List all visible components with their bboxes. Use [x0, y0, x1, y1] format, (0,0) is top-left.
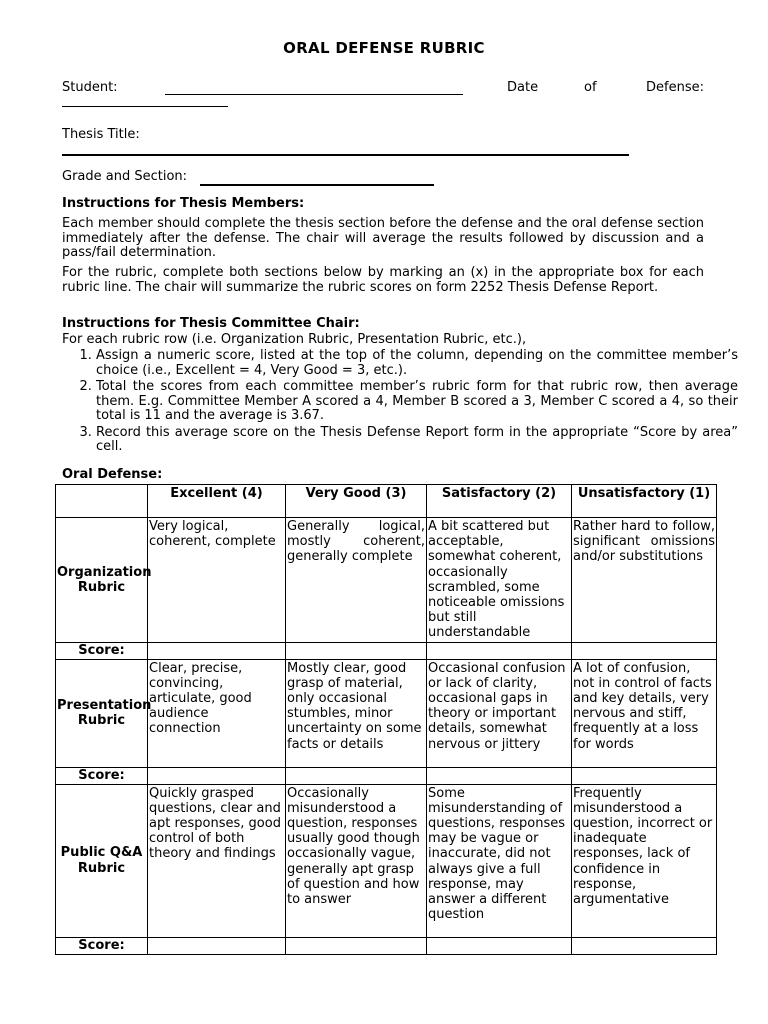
rubric-cell[interactable]: Clear, precise, convincing, articulate, good audience connection — [148, 659, 286, 767]
rubric-cell[interactable]: Occasionally misunderstood a question, responses usually good though occasionally vague, generally apt grasp of question and how to answer — [286, 784, 427, 937]
members-paragraph-1: Each member should complete the thesis section before the defense and the oral defense section immediately after the defense. The chair will average the results followed by discussion and a pass/fail determination. — [62, 216, 704, 260]
row-header-presentation: Presentation Rubric — [56, 659, 148, 767]
score-label: Score: — [56, 642, 148, 659]
chair-step: 3. Record this average score on the Thesis Defense Report form in the appropriate “Score by area” cell. — [96, 426, 738, 455]
table-row — [56, 518, 717, 643]
score-label: Score: — [56, 767, 148, 784]
score-cell[interactable] — [148, 937, 286, 954]
table-row — [56, 784, 717, 937]
date-label-3: Defense: — [646, 80, 704, 95]
score-cell[interactable] — [572, 642, 717, 659]
rubric-cell[interactable]: Some misunderstanding of questions, responses may be vague or inaccurate, did not always give a full response, may answer a different question — [427, 784, 572, 937]
date-label-2: of — [584, 80, 597, 95]
rubric-cell[interactable]: Occasional confusion or lack of clarity, occasional gaps in theory or important details, somewhat nervous or jittery — [427, 659, 572, 767]
page-title: ORAL DEFENSE RUBRIC — [283, 39, 485, 57]
chair-intro: For each rubric row (i.e. Organization Rubric, Presentation Rubric, etc.), — [62, 332, 527, 347]
chair-heading: Instructions for Thesis Committee Chair: — [62, 316, 360, 331]
date-label-1: Date — [507, 80, 539, 95]
score-cell[interactable] — [427, 642, 572, 659]
rubric-cell[interactable]: A lot of confusion, not in control of facts and key details, very nervous and stiff, frequently at a loss for words — [572, 659, 717, 767]
thesis-title-blank[interactable] — [62, 154, 629, 156]
grade-section-blank[interactable] — [200, 169, 434, 186]
score-row — [56, 767, 717, 784]
chair-step: 1. Assign a numeric score, listed at the top of the column, depending on the committee member’s choice (i.e., Excellent = 4, Very Good = 3, etc.). — [96, 349, 738, 378]
members-paragraph-2: For the rubric, complete both sections below by marking an (x) in the appropriate box for each rubric line. The chair will summarize the rubric scores on form 2252 Thesis Defense Report. — [62, 265, 704, 295]
rubric-cell[interactable]: Very logical, coherent, complete — [148, 518, 286, 643]
student-blank[interactable] — [165, 80, 463, 95]
chair-step: 2. Total the scores from each committee member’s rubric form for that rubric row, then average them. E.g. Committee Member A scored a 4, Member B scored a 3, Member C scored a 4, so their total is 11 and the average is 3.67. — [96, 380, 738, 424]
corner-cell — [56, 485, 148, 518]
rubric-cell[interactable]: Rather hard to follow, significant omissions and/or substitutions — [572, 518, 717, 643]
score-cell[interactable] — [572, 937, 717, 954]
rubric-table — [55, 484, 717, 955]
grade-section-row — [62, 169, 704, 184]
score-cell[interactable] — [427, 937, 572, 954]
score-row — [56, 642, 717, 659]
rubric-cell[interactable]: Mostly clear, good grasp of material, only occasional stumbles, minor uncertainty on some facts or details — [286, 659, 427, 767]
score-cell[interactable] — [286, 767, 427, 784]
score-cell[interactable] — [286, 937, 427, 954]
score-cell[interactable] — [148, 767, 286, 784]
score-cell[interactable] — [427, 767, 572, 784]
table-row — [56, 659, 717, 767]
chair-steps-list — [62, 349, 738, 457]
student-label: Student: — [62, 80, 118, 95]
rubric-cell[interactable]: A bit scattered but acceptable, somewhat coherent, occasionally scrambled, some noticeable omissions but still understandable — [427, 518, 572, 643]
oral-defense-heading: Oral Defense: — [62, 467, 163, 482]
header-satisfactory: Satisfactory (2) — [427, 485, 572, 518]
row-header-organization: Organization Rubric — [56, 518, 148, 643]
score-cell[interactable] — [148, 642, 286, 659]
members-heading: Instructions for Thesis Members: — [62, 196, 305, 211]
thesis-title-label: Thesis Title: — [62, 127, 140, 142]
score-cell[interactable] — [286, 642, 427, 659]
date-blank[interactable] — [62, 94, 228, 107]
score-cell[interactable] — [572, 767, 717, 784]
score-label: Score: — [56, 937, 148, 954]
header-unsatisfactory: Unsatisfactory (1) — [572, 485, 717, 518]
row-header-public-qa: Public Q&A Rubric — [56, 784, 148, 937]
rubric-cell[interactable]: Frequently misunderstood a question, incorrect or inadequate responses, lack of confidence in response, argumentative — [572, 784, 717, 937]
grade-section-label: Grade and Section: — [62, 169, 188, 184]
rubric-cell[interactable]: Quickly grasped questions, clear and apt responses, good control of both theory and findings — [148, 784, 286, 937]
header-very-good: Very Good (3) — [286, 485, 427, 518]
score-row — [56, 937, 717, 954]
rubric-cell[interactable]: Generally logical, mostly coherent, generally complete — [286, 518, 427, 643]
header-excellent: Excellent (4) — [148, 485, 286, 518]
table-header-row — [56, 485, 717, 518]
